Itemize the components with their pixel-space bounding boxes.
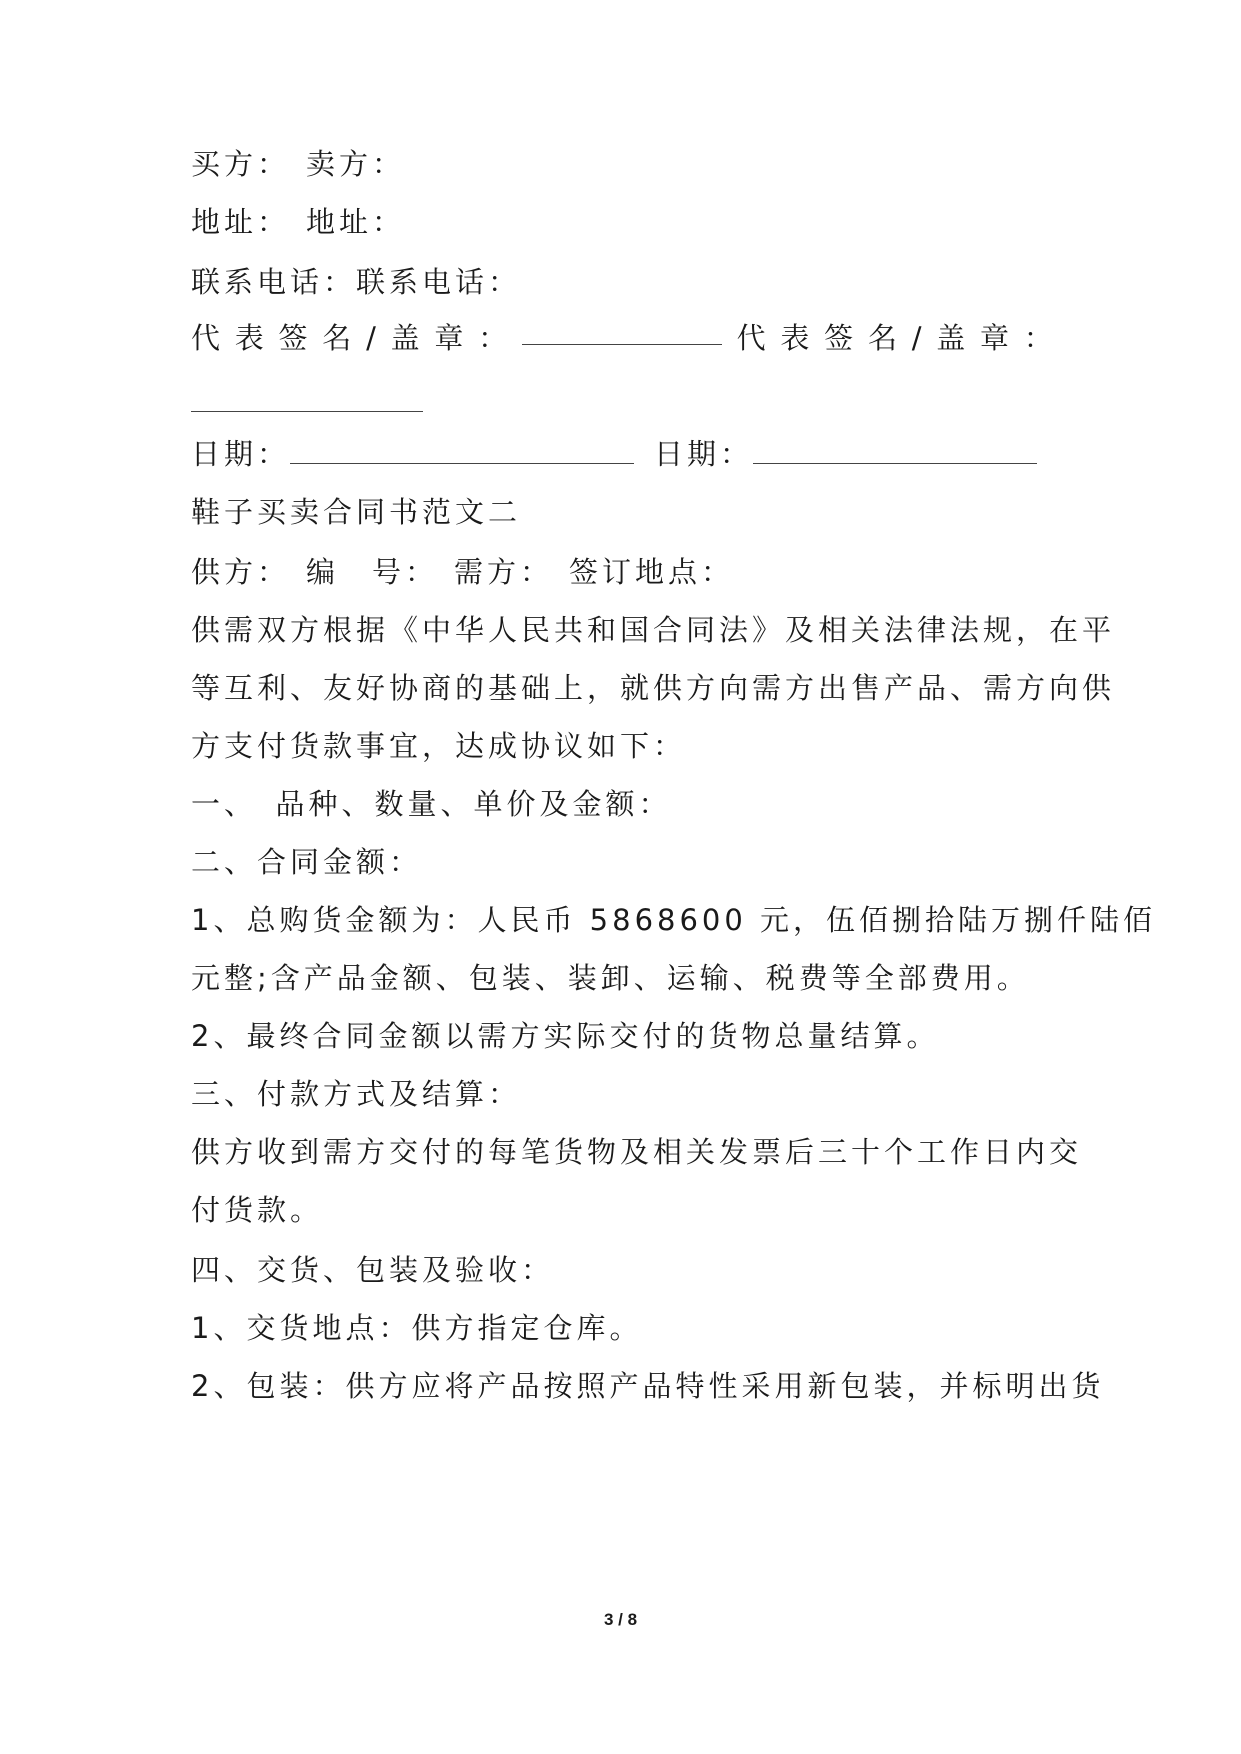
demander-label: 需方： <box>454 555 554 589</box>
sign-b-char: 签 <box>824 321 854 355</box>
paragraph-line: 方支付货款事宜，达成协议如下： <box>191 729 687 763</box>
sign-a-char: 盖 <box>390 321 420 355</box>
paragraph-line: 供需双方根据《中华人民共和国合同法》及相关法律法规，在平 <box>191 613 1116 647</box>
sign-a-char: / <box>366 321 376 355</box>
sign-b-char: 表 <box>780 321 810 355</box>
sign-b-char: 盖 <box>936 321 966 355</box>
paragraph-line: 1、交货地点：供方指定仓库。 <box>191 1311 643 1345</box>
sign-b-char: ： <box>1023 321 1053 355</box>
clause-heading: 三、付款方式及结算： <box>191 1077 522 1111</box>
seller-date-label: 日期： <box>654 437 754 471</box>
parties-line <box>191 552 734 592</box>
buyer-phone-label: 联系电话： <box>191 265 357 299</box>
buyer-address-label: 地址： <box>191 205 291 239</box>
section-heading: 鞋子买卖合同书范文二 <box>191 495 522 529</box>
seller-phone-label: 联系电话： <box>356 265 522 299</box>
phone-line <box>191 262 521 302</box>
sign-a-char: 签 <box>278 321 308 355</box>
seller-date-blank <box>753 437 1037 464</box>
sign-a-char: ： <box>478 321 508 355</box>
clause-heading: 二、合同金额： <box>191 845 423 879</box>
clause-heading: 四、交货、包装及验收： <box>191 1253 555 1287</box>
page-number: 3 / 8 <box>603 1610 638 1629</box>
address-line <box>191 202 405 242</box>
sign-a-char: 代 <box>191 321 221 355</box>
sign-a-char: 章 <box>434 321 464 355</box>
seller-signature-blank <box>191 385 423 412</box>
paragraph-line: 付货款。 <box>191 1193 324 1227</box>
sign-b-char: 章 <box>980 321 1010 355</box>
date-line <box>191 434 1037 474</box>
signature-line <box>191 318 1053 358</box>
clause-heading: 一、 品种、数量、单价及金额： <box>191 787 672 821</box>
paragraph-line: 供方收到需方交付的每笔货物及相关发票后三十个工作日内交 <box>191 1135 1083 1169</box>
contract-number-label: 编 号： <box>306 555 439 589</box>
sign-a-char: 表 <box>234 321 264 355</box>
signature-continuation-line <box>191 382 423 422</box>
buyer-date-blank <box>290 437 634 464</box>
buyer-signature-blank <box>522 318 722 345</box>
sign-a-char: 名 <box>322 321 352 355</box>
supplier-label: 供方： <box>191 555 291 589</box>
paragraph-line: 1、总购货金额为：人民币 5868600 元，伍佰捌拾陆万捌仟陆佰 <box>191 903 1157 937</box>
sign-b-char: 代 <box>736 321 766 355</box>
paragraph-line: 2、最终合同金额以需方实际交付的货物总量结算。 <box>191 1019 940 1053</box>
buyer-label: 买方： <box>191 147 291 181</box>
paragraph-line: 等互利、友好协商的基础上，就供方向需方出售产品、需方向供 <box>191 671 1116 705</box>
sign-b-char: 名 <box>867 321 897 355</box>
seller-address-label: 地址： <box>306 205 406 239</box>
signing-place-label: 签订地点： <box>569 555 735 589</box>
sign-b-char: / <box>911 321 922 355</box>
seller-label: 卖方： <box>306 147 406 181</box>
paragraph-line: 元整;含产品金额、包装、装卸、运输、税费等全部费用。 <box>191 961 1030 995</box>
paragraph-line: 2、包装：供方应将产品按照产品特性采用新包装，并标明出货 <box>191 1369 1105 1403</box>
buyer-date-label: 日期： <box>191 437 291 471</box>
buyer-seller-line <box>191 144 405 184</box>
